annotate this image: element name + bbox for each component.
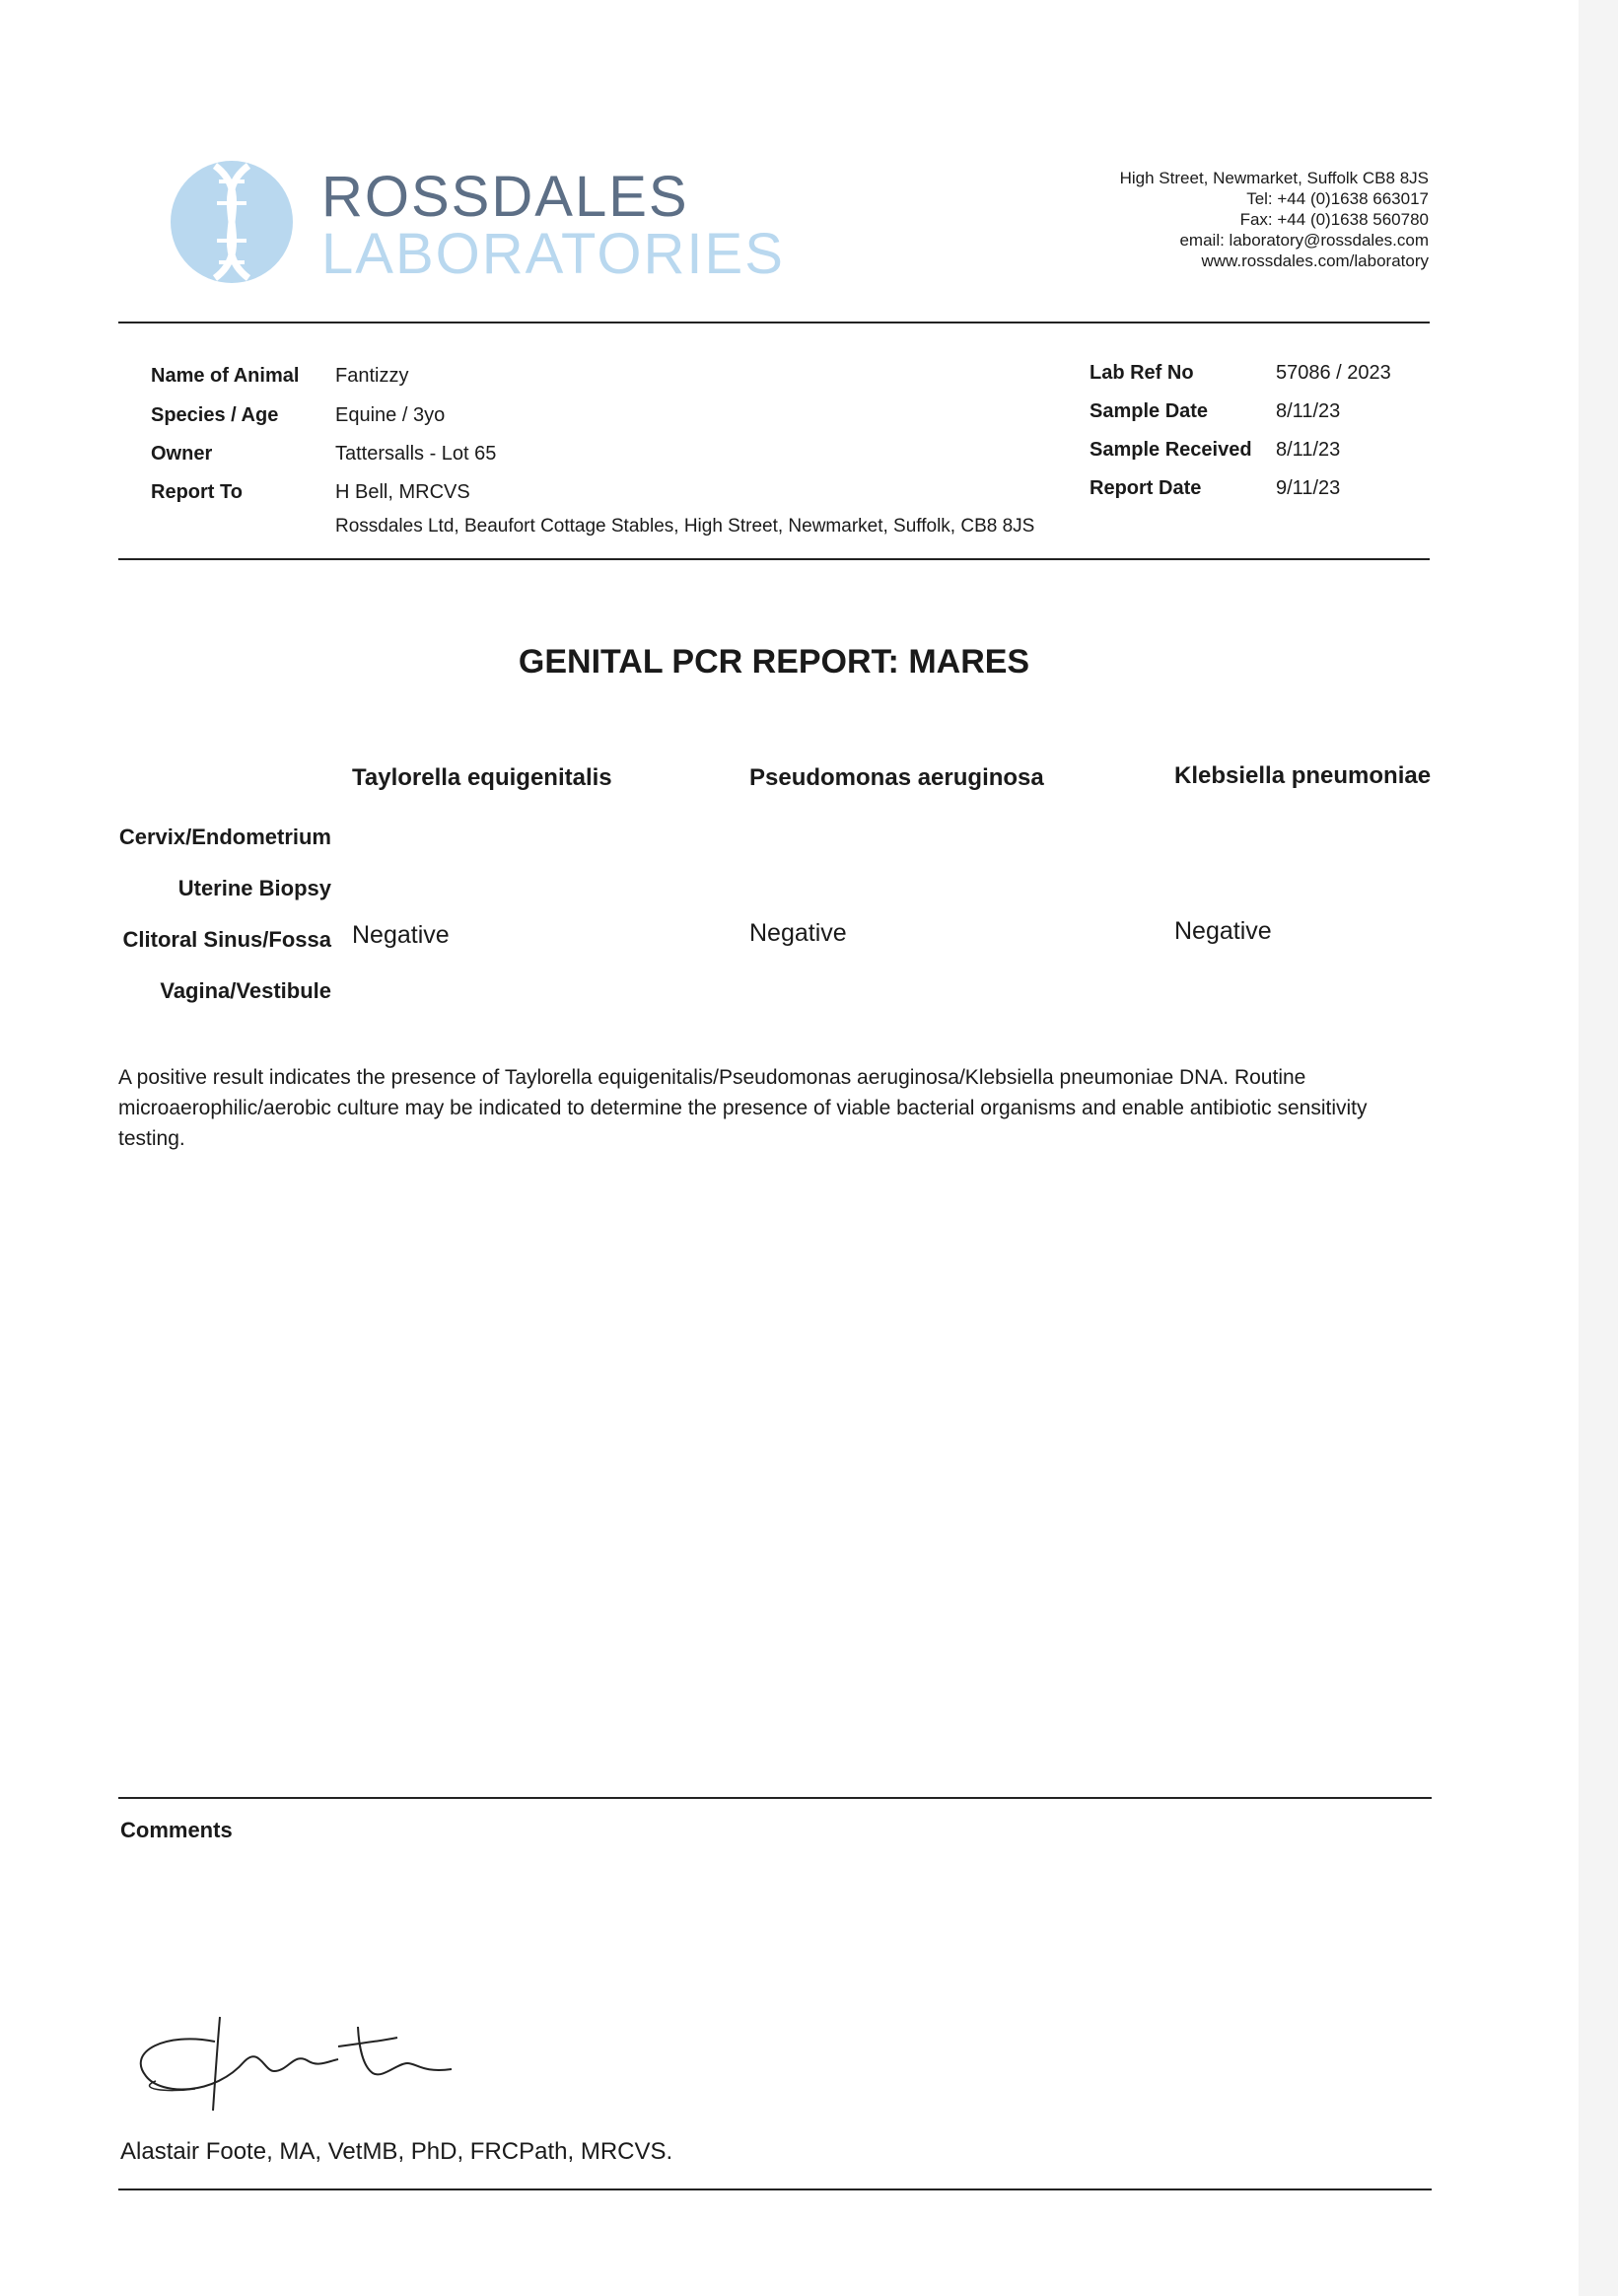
contact-website: www.rossdales.com/laboratory	[1201, 251, 1429, 270]
site-cervix-endometrium: Cervix/Endometrium	[118, 825, 331, 849]
label-sample-date: Sample Date	[1090, 400, 1209, 422]
value-report-date: 9/11/23	[1276, 477, 1341, 499]
value-report-to: H Bell, MRCVS	[335, 481, 470, 503]
site-uterine-biopsy: Uterine Biopsy	[177, 876, 331, 900]
value-name-of-animal: Fantizzy	[335, 365, 409, 387]
contact-tel: Tel: +44 (0)1638 663017	[1246, 189, 1429, 208]
value-species-age: Equine / 3yo	[335, 404, 446, 426]
brand-name: ROSSDALES	[321, 165, 689, 229]
label-sample-received: Sample Received	[1090, 439, 1252, 461]
interpretation-note: A positive result indicates the presence of Taylorella equigenitalis/Pseudomonas aeruginosa/Klebsiella pneumoniae DNA. Routine microaerophilic/aerobic culture may be indicated to determine the presence of viable bacterial organisms and enable antibiotic sensitivity testing.	[118, 1066, 1368, 1150]
dna-logo-icon	[168, 158, 296, 286]
value-sample-date: 8/11/23	[1276, 400, 1341, 422]
label-report-date: Report Date	[1090, 477, 1202, 499]
signature-icon	[126, 2002, 466, 2120]
footer-divider	[118, 2188, 1432, 2190]
contact-block	[1120, 168, 1429, 271]
organism-header-taylorella: Taylorella equigenitalis	[352, 764, 612, 791]
signer-name: Alastair Foote, MA, VetMB, PhD, FRCPath, MRCVS.	[120, 2138, 673, 2165]
result-clitoral-pseudomonas: Negative	[749, 919, 847, 947]
label-owner: Owner	[151, 443, 213, 465]
scan-edge	[1579, 0, 1618, 2296]
report-title: GENITAL PCR REPORT: MARES	[518, 643, 1030, 681]
site-vagina-vestibule: Vagina/Vestibule	[160, 978, 331, 1003]
label-lab-ref: Lab Ref No	[1090, 362, 1194, 384]
comments-divider	[118, 1797, 1432, 1799]
result-clitoral-klebsiella: Negative	[1174, 917, 1272, 945]
comments-label: Comments	[120, 1818, 233, 1842]
label-species-age: Species / Age	[151, 404, 279, 426]
result-clitoral-taylorella: Negative	[352, 921, 450, 949]
contact-fax: Fax: +44 (0)1638 560780	[1239, 210, 1429, 229]
report-to-address: Rossdales Ltd, Beaufort Cottage Stables, High Street, Newmarket, Suffolk, CB8 8JS	[335, 516, 1035, 537]
contact-email: email: laboratory@rossdales.com	[1179, 231, 1429, 250]
value-lab-ref: 57086 / 2023	[1276, 362, 1391, 384]
value-owner: Tattersalls - Lot 65	[335, 443, 497, 465]
value-sample-received: 8/11/23	[1276, 439, 1341, 461]
label-report-to: Report To	[151, 481, 243, 503]
header-divider	[118, 322, 1430, 323]
contact-address: High Street, Newmarket, Suffolk CB8 8JS	[1119, 169, 1429, 187]
label-name-of-animal: Name of Animal	[151, 365, 300, 387]
info-divider	[118, 558, 1430, 560]
organism-header-klebsiella: Klebsiella pneumoniae	[1174, 762, 1432, 789]
site-clitoral-sinus: Clitoral Sinus/Fossa	[122, 927, 331, 952]
brand-subtitle: LABORATORIES	[321, 222, 785, 286]
organism-header-pseudomonas: Pseudomonas aeruginosa	[749, 764, 1044, 791]
